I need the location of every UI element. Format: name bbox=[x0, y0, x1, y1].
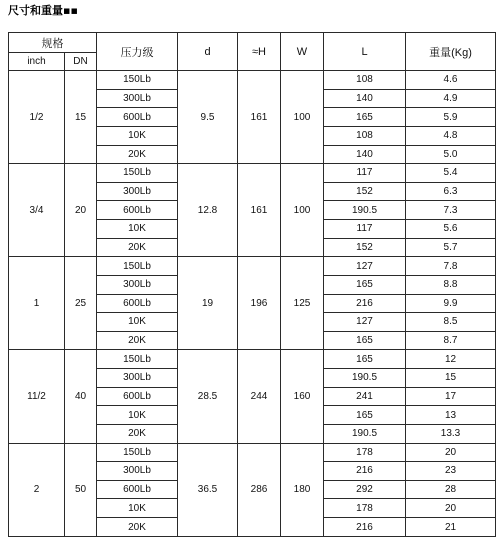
cell-weight: 13 bbox=[406, 406, 496, 425]
cell-pressure-class: 600Lb bbox=[97, 108, 178, 127]
cell-pressure-class: 600Lb bbox=[97, 480, 178, 499]
cell-dn: 50 bbox=[65, 443, 97, 537]
header-pressure-class: 压力级 bbox=[97, 33, 178, 71]
cell-weight: 4.9 bbox=[406, 89, 496, 108]
cell-pressure-class: 150Lb bbox=[97, 164, 178, 183]
cell-pressure-class: 300Lb bbox=[97, 275, 178, 294]
cell-l: 190.5 bbox=[324, 201, 406, 220]
cell-h: 286 bbox=[238, 443, 281, 537]
cell-d: 36.5 bbox=[178, 443, 238, 537]
cell-weight: 7.8 bbox=[406, 257, 496, 276]
cell-inch: 11/2 bbox=[9, 350, 65, 443]
cell-l: 216 bbox=[324, 294, 406, 313]
page-title: 尺寸和重量▪▪ bbox=[8, 4, 78, 17]
cell-weight: 7.3 bbox=[406, 201, 496, 220]
cell-pressure-class: 150Lb bbox=[97, 257, 178, 276]
table-header-row bbox=[9, 33, 496, 53]
cell-weight: 6.3 bbox=[406, 182, 496, 201]
cell-inch: 1/2 bbox=[9, 71, 65, 164]
table-row bbox=[9, 257, 496, 276]
cell-weight: 4.6 bbox=[406, 71, 496, 90]
cell-pressure-class: 150Lb bbox=[97, 350, 178, 369]
cell-weight: 21 bbox=[406, 518, 496, 537]
header-d: d bbox=[178, 33, 238, 71]
header-dn: DN bbox=[65, 53, 97, 71]
cell-weight: 5.9 bbox=[406, 108, 496, 127]
cell-weight: 12 bbox=[406, 350, 496, 369]
cell-pressure-class: 20K bbox=[97, 145, 178, 164]
cell-d: 9.5 bbox=[178, 71, 238, 164]
cell-l: 165 bbox=[324, 406, 406, 425]
cell-l: 178 bbox=[324, 499, 406, 518]
cell-l: 140 bbox=[324, 89, 406, 108]
cell-pressure-class: 20K bbox=[97, 238, 178, 257]
cell-weight: 5.0 bbox=[406, 145, 496, 164]
cell-weight: 8.5 bbox=[406, 313, 496, 332]
cell-pressure-class: 10K bbox=[97, 313, 178, 332]
cell-pressure-class: 300Lb bbox=[97, 462, 178, 481]
header-h: ≈H bbox=[238, 33, 281, 71]
cell-weight: 8.7 bbox=[406, 331, 496, 350]
cell-l: 140 bbox=[324, 145, 406, 164]
cell-pressure-class: 150Lb bbox=[97, 71, 178, 90]
cell-l: 190.5 bbox=[324, 369, 406, 388]
cell-l: 127 bbox=[324, 257, 406, 276]
cell-l: 241 bbox=[324, 387, 406, 406]
cell-pressure-class: 20K bbox=[97, 331, 178, 350]
cell-weight: 13.3 bbox=[406, 424, 496, 443]
cell-pressure-class: 150Lb bbox=[97, 443, 178, 462]
header-l: L bbox=[324, 33, 406, 71]
cell-l: 117 bbox=[324, 220, 406, 239]
table-row bbox=[9, 71, 496, 90]
cell-w: 125 bbox=[281, 257, 324, 350]
cell-l: 165 bbox=[324, 108, 406, 127]
cell-inch: 2 bbox=[9, 443, 65, 537]
cell-l: 178 bbox=[324, 443, 406, 462]
cell-weight: 9.9 bbox=[406, 294, 496, 313]
cell-l: 190.5 bbox=[324, 424, 406, 443]
cell-weight: 15 bbox=[406, 369, 496, 388]
cell-dn: 15 bbox=[65, 71, 97, 164]
cell-weight: 20 bbox=[406, 499, 496, 518]
cell-pressure-class: 600Lb bbox=[97, 387, 178, 406]
cell-weight: 17 bbox=[406, 387, 496, 406]
cell-pressure-class: 20K bbox=[97, 424, 178, 443]
cell-weight: 23 bbox=[406, 462, 496, 481]
cell-l: 165 bbox=[324, 275, 406, 294]
header-weight: 重量(Kg) bbox=[406, 33, 496, 71]
cell-dn: 40 bbox=[65, 350, 97, 443]
cell-l: 152 bbox=[324, 238, 406, 257]
table-body bbox=[9, 71, 496, 537]
cell-pressure-class: 10K bbox=[97, 406, 178, 425]
cell-weight: 8.8 bbox=[406, 275, 496, 294]
cell-h: 161 bbox=[238, 164, 281, 257]
cell-l: 117 bbox=[324, 164, 406, 183]
cell-pressure-class: 600Lb bbox=[97, 201, 178, 220]
cell-weight: 5.6 bbox=[406, 220, 496, 239]
cell-d: 19 bbox=[178, 257, 238, 350]
cell-l: 216 bbox=[324, 462, 406, 481]
cell-l: 165 bbox=[324, 331, 406, 350]
cell-l: 127 bbox=[324, 313, 406, 332]
cell-weight: 20 bbox=[406, 443, 496, 462]
cell-w: 180 bbox=[281, 443, 324, 537]
cell-l: 292 bbox=[324, 480, 406, 499]
cell-inch: 1 bbox=[9, 257, 65, 350]
cell-pressure-class: 10K bbox=[97, 220, 178, 239]
table-row bbox=[9, 443, 496, 462]
header-w: W bbox=[281, 33, 324, 71]
cell-dn: 25 bbox=[65, 257, 97, 350]
cell-h: 244 bbox=[238, 350, 281, 443]
cell-l: 108 bbox=[324, 71, 406, 90]
cell-inch: 3/4 bbox=[9, 164, 65, 257]
table-row bbox=[9, 164, 496, 183]
cell-d: 28.5 bbox=[178, 350, 238, 443]
cell-w: 100 bbox=[281, 164, 324, 257]
cell-l: 165 bbox=[324, 350, 406, 369]
cell-l: 216 bbox=[324, 518, 406, 537]
cell-pressure-class: 20K bbox=[97, 518, 178, 537]
cell-pressure-class: 600Lb bbox=[97, 294, 178, 313]
table-row bbox=[9, 350, 496, 369]
cell-dn: 20 bbox=[65, 164, 97, 257]
cell-l: 152 bbox=[324, 182, 406, 201]
cell-w: 100 bbox=[281, 71, 324, 164]
cell-pressure-class: 300Lb bbox=[97, 89, 178, 108]
cell-pressure-class: 10K bbox=[97, 126, 178, 145]
cell-h: 196 bbox=[238, 257, 281, 350]
dimensions-weight-table bbox=[8, 32, 496, 537]
cell-weight: 5.7 bbox=[406, 238, 496, 257]
cell-pressure-class: 300Lb bbox=[97, 369, 178, 388]
header-spec: 规格 bbox=[9, 33, 97, 53]
cell-w: 160 bbox=[281, 350, 324, 443]
cell-pressure-class: 300Lb bbox=[97, 182, 178, 201]
cell-weight: 5.4 bbox=[406, 164, 496, 183]
cell-h: 161 bbox=[238, 71, 281, 164]
cell-weight: 28 bbox=[406, 480, 496, 499]
cell-d: 12.8 bbox=[178, 164, 238, 257]
cell-weight: 4.8 bbox=[406, 126, 496, 145]
cell-pressure-class: 10K bbox=[97, 499, 178, 518]
cell-l: 108 bbox=[324, 126, 406, 145]
header-inch: inch bbox=[9, 53, 65, 71]
